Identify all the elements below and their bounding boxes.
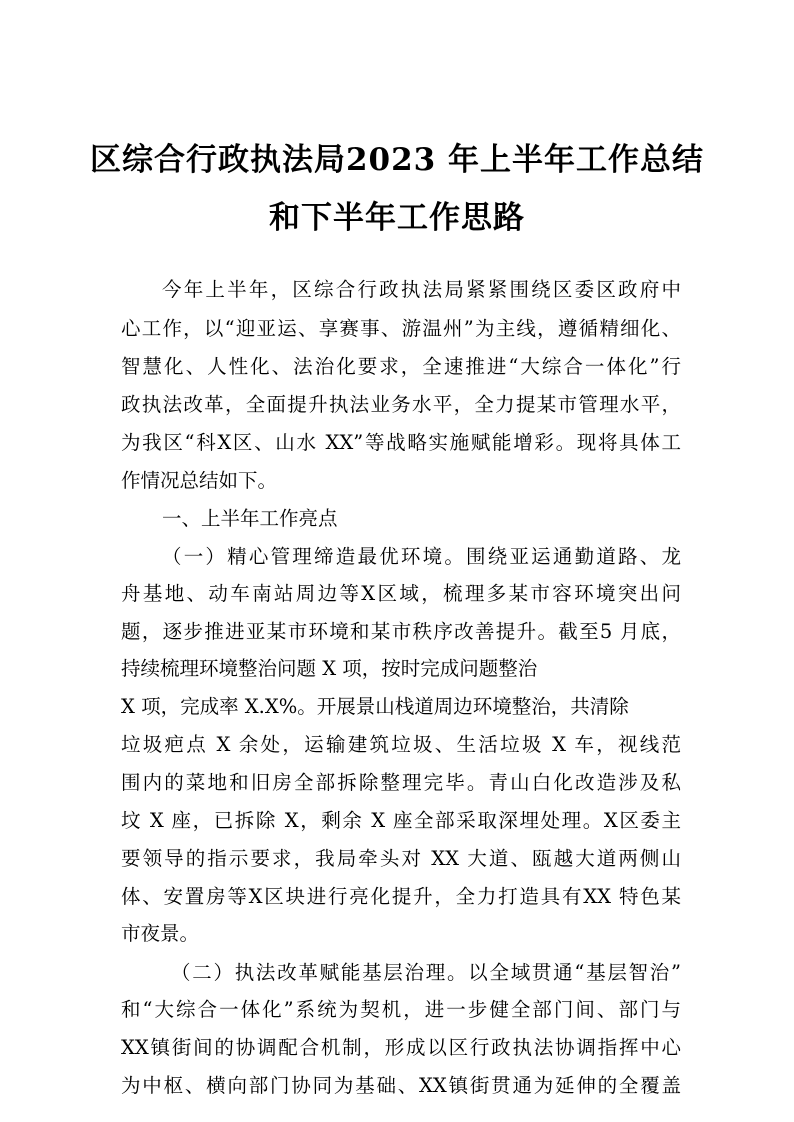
section-heading: 一、上半年工作亮点 [162, 507, 338, 530]
paragraph-line: 垃圾疤点 X 余处，运输建筑垃圾、生活垃圾 X 车，视线范 [121, 733, 681, 756]
paragraph-line: 体、安置房等X区块进行亮化提升，全力打造具有XX 特色某 [121, 885, 681, 908]
document-title-line-2: 和下半年工作思路 [269, 200, 525, 236]
paragraph-line: 作情况总结如下。 [121, 469, 278, 492]
document-title-line-1: 区综合行政执法局2023 年上半年工作总结 [89, 142, 705, 178]
paragraph-line: 为中枢、横向部门协同为基础、XX镇街贯通为延伸的全覆盖 [121, 1074, 681, 1097]
paragraph-line: 为我区“科X区、山水 XX”等战略实施赋能增彩。现将具体工 [121, 431, 681, 454]
paragraph-line: 市夜景。 [121, 922, 200, 945]
paragraph-line: 围内的菜地和旧房全部拆除整理完毕。青山白化改造涉及私 [121, 771, 681, 794]
paragraph-line: 持续梳理环境整治问题 X 项，按时完成问题整治 [121, 657, 538, 680]
paragraph-line: 今年上半年，区综合行政执法局紧紧围绕区委区政府中 [162, 278, 681, 301]
paragraph-line: X 项，完成率 X.X%。开展景山栈道周边环境整治，共清除 [121, 695, 629, 718]
paragraph-line: 心工作，以“迎亚运、享赛事、游温州”为主线，遵循精细化、 [121, 317, 681, 340]
paragraph-line: 和“大综合一体化”系统为契机，进一步健全部门间、部门与 [121, 998, 681, 1021]
paragraph-line: 要领导的指示要求，我局牵头对 XX 大道、瓯越大道两侧山 [121, 847, 681, 870]
paragraph-line: 舟基地、动车南站周边等X区域，梳理多某市容环境突出问 [121, 582, 681, 605]
paragraph-line: （二）执法改革赋能基层治理。以全域贯通“基层智治” [171, 961, 681, 984]
paragraph-line: 政执法改革，全面提升执法业务水平，全力提某市管理水平， [121, 393, 681, 416]
paragraph-line: 智慧化、人性化、法治化要求，全速推进“大综合一体化”行 [121, 355, 681, 378]
paragraph-line: 坟 X 座，已拆除 X，剩余 X 座全部采取深埋处理。X区委主 [121, 809, 681, 832]
paragraph-line: 题，逐步推进亚某市环境和某市秩序改善提升。截至5 月底， [121, 620, 681, 643]
paragraph-line: XX镇街间的协调配合机制，形成以区行政执法协调指挥中心 [121, 1036, 681, 1059]
paragraph-line: （一）精心管理缔造最优环境。围绕亚运通勤道路、龙 [162, 545, 681, 568]
